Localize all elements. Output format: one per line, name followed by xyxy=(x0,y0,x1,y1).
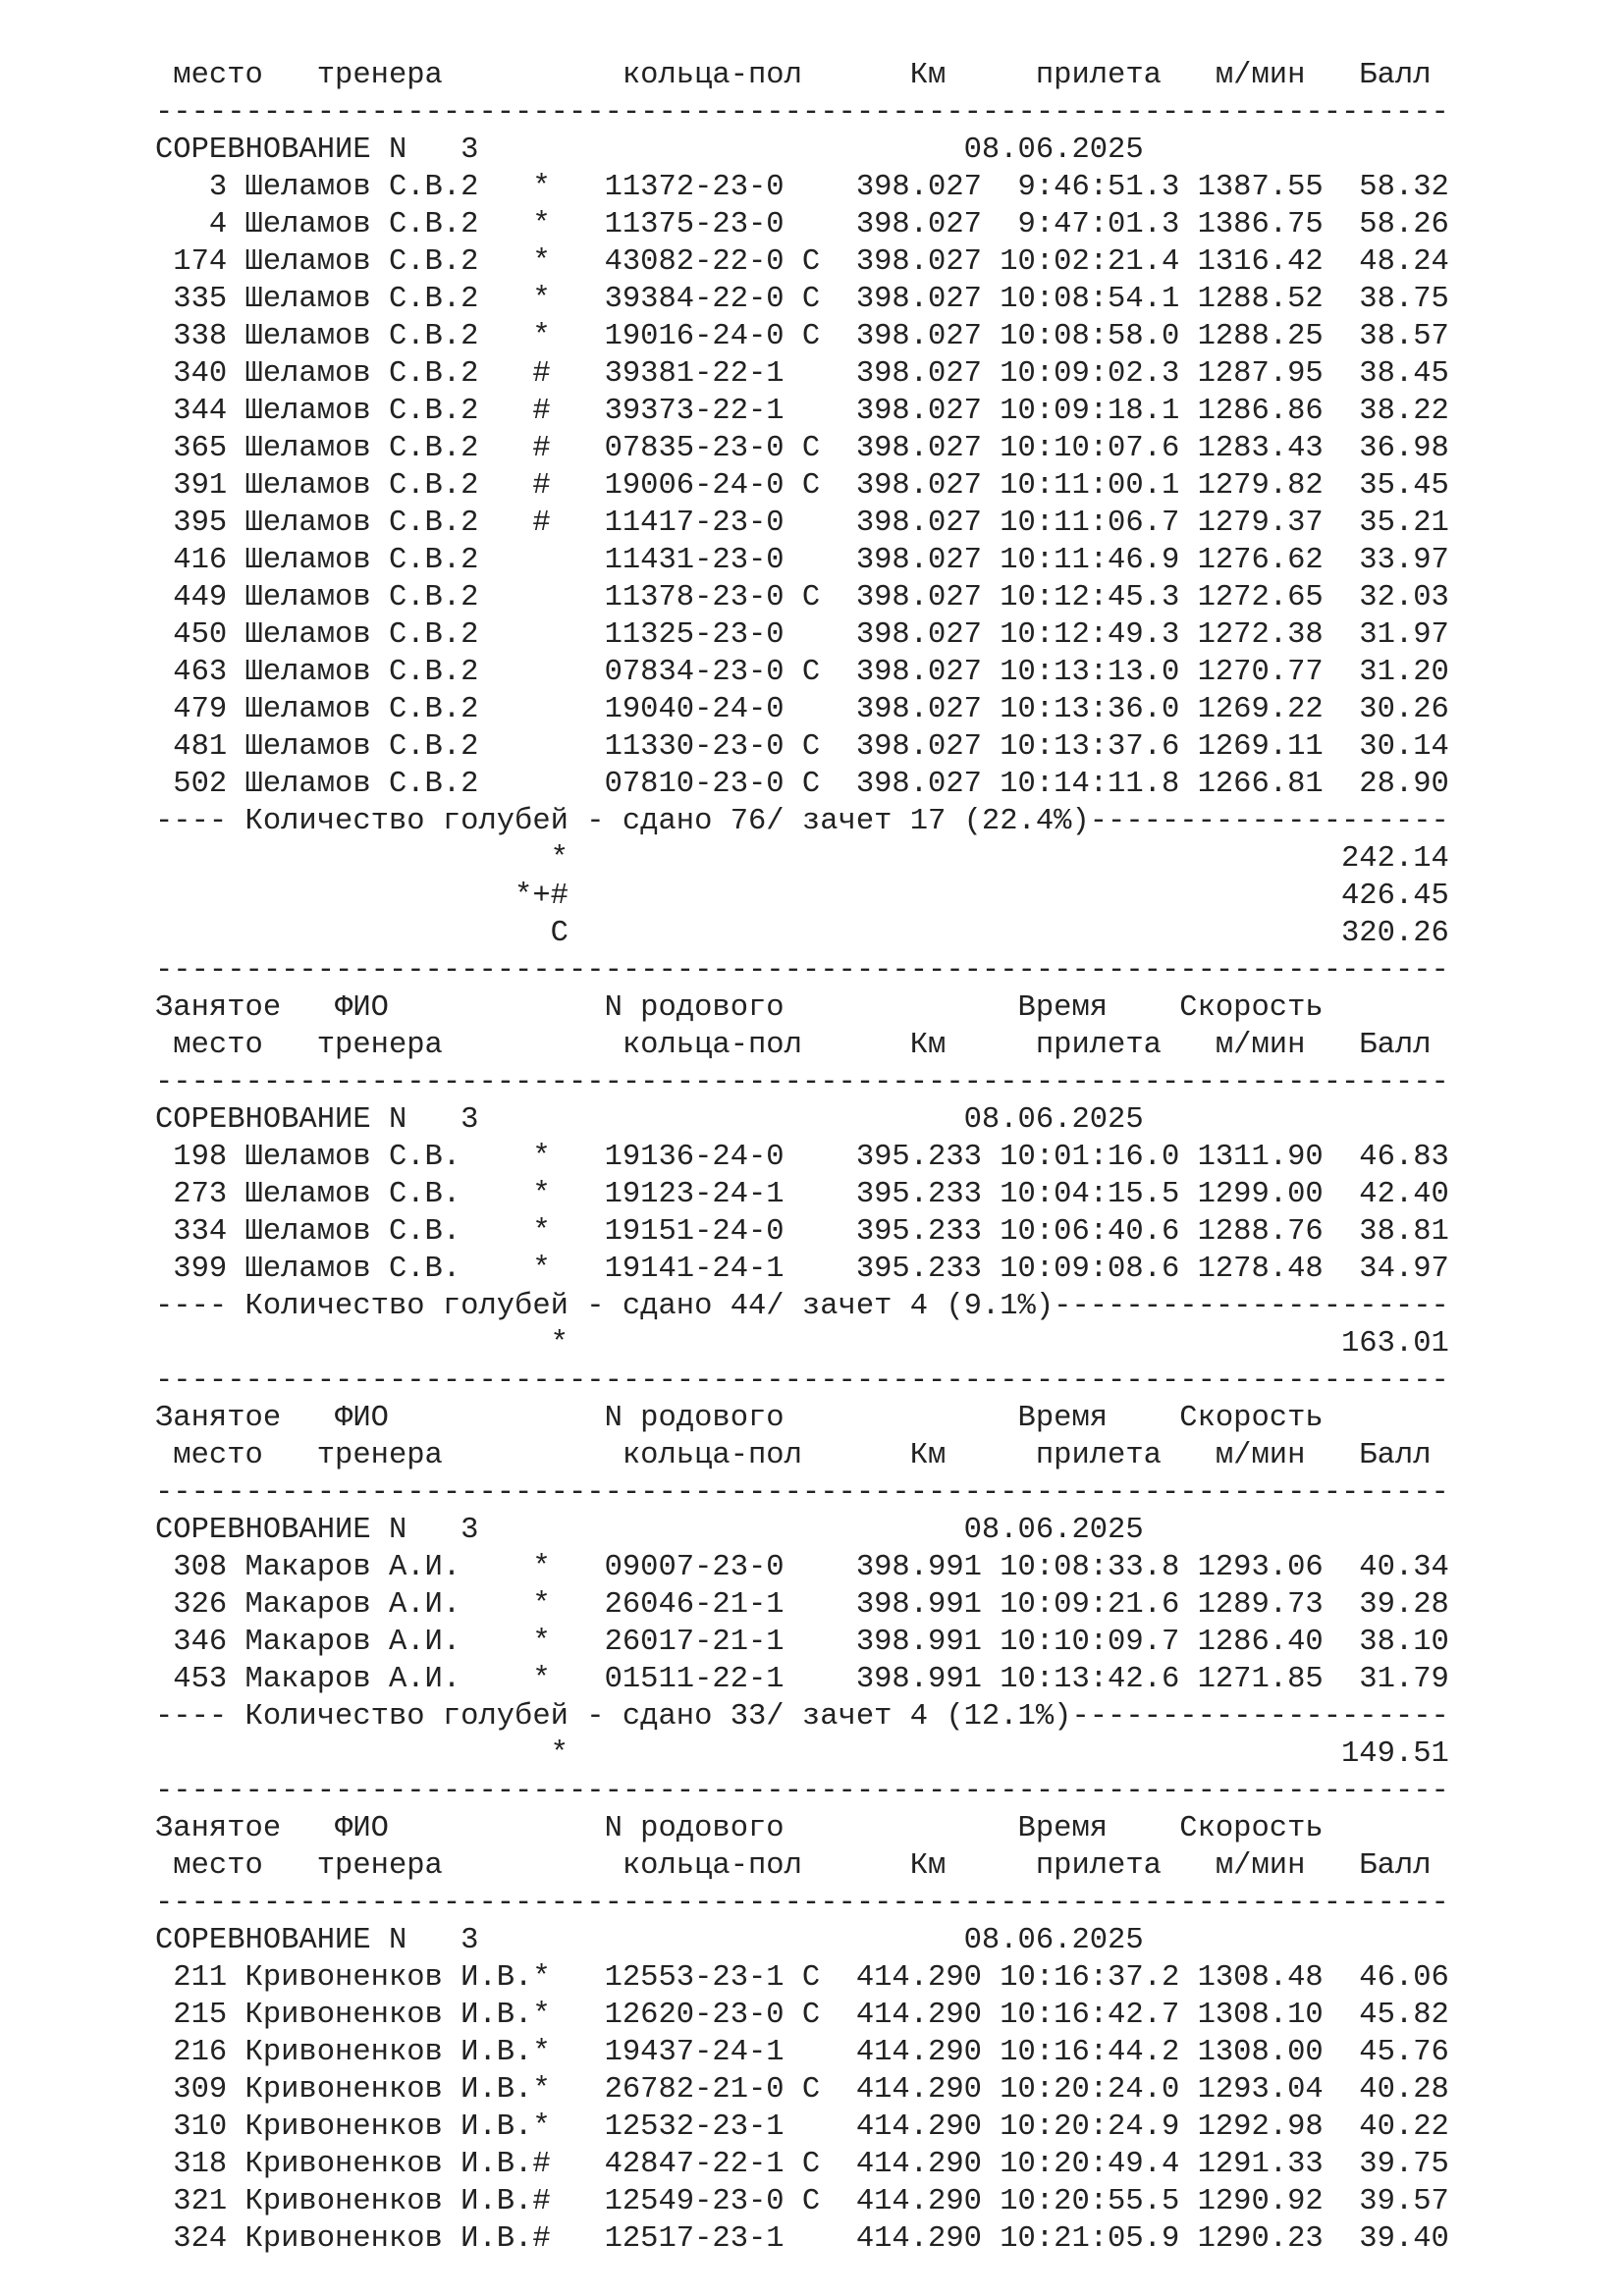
column-header-line: Занятое ФИО N родового Время Скорость xyxy=(155,991,1324,1025)
column-header-line: Занятое ФИО N родового Время Скорость xyxy=(155,1402,1324,1435)
column-header-line: место тренера кольца-пол Км прилета м/мин Балл xyxy=(155,1029,1432,1062)
summary-line: ---- Количество голубей - сдано 76/ зачет 17 (22.4%)-------------------- xyxy=(155,805,1449,838)
total-line: *+# 426.45 xyxy=(155,880,1449,913)
result-row: 479 Шеламов С.В.2 19040-24-0 398.027 10:13:36.0 1269.22 30.26 xyxy=(155,693,1449,726)
result-row: 416 Шеламов С.В.2 11431-23-0 398.027 10:11:46.9 1276.62 33.97 xyxy=(155,544,1449,577)
result-row: 4 Шеламов С.В.2 * 11375-23-0 398.027 9:47:01.3 1386.75 58.26 xyxy=(155,208,1449,241)
separator-line: ------------------------------------------------------------------------ xyxy=(155,1476,1449,1510)
result-row: 365 Шеламов С.В.2 # 07835-23-0 С 398.027 10:10:07.6 1283.43 36.98 xyxy=(155,432,1449,465)
result-row: 481 Шеламов С.В.2 11330-23-0 С 398.027 10:13:37.6 1269.11 30.14 xyxy=(155,730,1449,764)
competition-header-line: СОРЕВНОВАНИЕ N 3 08.06.2025 xyxy=(155,1103,1144,1137)
result-row: 273 Шеламов С.В. * 19123-24-1 395.233 10:04:15.5 1299.00 42.40 xyxy=(155,1178,1449,1211)
result-row: 174 Шеламов С.В.2 * 43082-22-0 С 398.027 10:02:21.4 1316.42 48.24 xyxy=(155,245,1449,279)
competition-header-line: СОРЕВНОВАНИЕ N 3 08.06.2025 xyxy=(155,1924,1144,1957)
result-row: 502 Шеламов С.В.2 07810-23-0 С 398.027 10:14:11.8 1266.81 28.90 xyxy=(155,768,1449,801)
result-row: 211 Кривоненков И.В.* 12553-23-1 С 414.290 10:16:37.2 1308.48 46.06 xyxy=(155,1961,1449,1995)
result-row: 335 Шеламов С.В.2 * 39384-22-0 С 398.027 10:08:54.1 1288.52 38.75 xyxy=(155,283,1449,316)
result-row: 340 Шеламов С.В.2 # 39381-22-1 398.027 10:09:02.3 1287.95 38.45 xyxy=(155,357,1449,391)
summary-line: ---- Количество голубей - сдано 44/ зачет 4 (9.1%)---------------------- xyxy=(155,1290,1449,1323)
result-row: 308 Макаров А.И. * 09007-23-0 398.991 10:08:33.8 1293.06 40.34 xyxy=(155,1551,1449,1584)
summary-line: ---- Количество голубей - сдано 33/ зачет 4 (12.1%)--------------------- xyxy=(155,1700,1449,1734)
result-row: 324 Кривоненков И.В.# 12517-23-1 414.290 10:21:05.9 1290.23 39.40 xyxy=(155,2222,1449,2256)
result-row: 309 Кривоненков И.В.* 26782-21-0 С 414.290 10:20:24.0 1293.04 40.28 xyxy=(155,2073,1449,2107)
result-row: 453 Макаров А.И. * 01511-22-1 398.991 10:13:42.6 1271.85 31.79 xyxy=(155,1663,1449,1696)
result-row: 463 Шеламов С.В.2 07834-23-0 С 398.027 10:13:13.0 1270.77 31.20 xyxy=(155,656,1449,689)
result-row: 449 Шеламов С.В.2 11378-23-0 С 398.027 10:12:45.3 1272.65 32.03 xyxy=(155,581,1449,614)
separator-line: ------------------------------------------------------------------------ xyxy=(155,1775,1449,1808)
column-header-line: место тренера кольца-пол Км прилета м/мин Балл xyxy=(155,1439,1432,1472)
competition-header-line: СОРЕВНОВАНИЕ N 3 08.06.2025 xyxy=(155,1514,1144,1547)
total-line: * 242.14 xyxy=(155,842,1449,876)
result-row: 215 Кривоненков И.В.* 12620-23-0 С 414.290 10:16:42.7 1308.10 45.82 xyxy=(155,1999,1449,2032)
result-row: 344 Шеламов С.В.2 # 39373-22-1 398.027 10:09:18.1 1286.86 38.22 xyxy=(155,395,1449,428)
result-row: 198 Шеламов С.В. * 19136-24-0 395.233 10:01:16.0 1311.90 46.83 xyxy=(155,1141,1449,1174)
separator-line: ------------------------------------------------------------------------ xyxy=(155,1364,1449,1398)
result-row: 450 Шеламов С.В.2 11325-23-0 398.027 10:12:49.3 1272.38 31.97 xyxy=(155,618,1449,652)
total-line: * 163.01 xyxy=(155,1327,1449,1361)
result-row: 3 Шеламов С.В.2 * 11372-23-0 398.027 9:46:51.3 1387.55 58.32 xyxy=(155,171,1449,204)
result-row: 346 Макаров А.И. * 26017-21-1 398.991 10:10:09.7 1286.40 38.10 xyxy=(155,1626,1449,1659)
result-row: 326 Макаров А.И. * 26046-21-1 398.991 10:09:21.6 1289.73 39.28 xyxy=(155,1588,1449,1622)
separator-line: ------------------------------------------------------------------------ xyxy=(155,96,1449,130)
result-row: 318 Кривоненков И.В.# 42847-22-1 С 414.290 10:20:49.4 1291.33 39.75 xyxy=(155,2148,1449,2181)
results-printout xyxy=(155,57,1449,2258)
total-line: С 320.26 xyxy=(155,917,1449,950)
separator-line: ------------------------------------------------------------------------ xyxy=(155,1887,1449,1920)
separator-line: ------------------------------------------------------------------------ xyxy=(155,1066,1449,1099)
competition-header-line: СОРЕВНОВАНИЕ N 3 08.06.2025 xyxy=(155,133,1144,167)
result-row: 321 Кривоненков И.В.# 12549-23-0 С 414.290 10:20:55.5 1290.92 39.57 xyxy=(155,2185,1449,2218)
result-row: 399 Шеламов С.В. * 19141-24-1 395.233 10:09:08.6 1278.48 34.97 xyxy=(155,1253,1449,1286)
result-row: 395 Шеламов С.В.2 # 11417-23-0 398.027 10:11:06.7 1279.37 35.21 xyxy=(155,507,1449,540)
result-row: 216 Кривоненков И.В.* 19437-24-1 414.290 10:16:44.2 1308.00 45.76 xyxy=(155,2036,1449,2069)
column-header-line: место тренера кольца-пол Км прилета м/мин Балл xyxy=(155,1849,1432,1883)
result-row: 334 Шеламов С.В. * 19151-24-0 395.233 10:06:40.6 1288.76 38.81 xyxy=(155,1215,1449,1249)
result-row: 338 Шеламов С.В.2 * 19016-24-0 С 398.027 10:08:58.0 1288.25 38.57 xyxy=(155,320,1449,353)
result-row: 391 Шеламов С.В.2 # 19006-24-0 С 398.027 10:11:00.1 1279.82 35.45 xyxy=(155,469,1449,503)
column-header-line: Занятое ФИО N родового Время Скорость xyxy=(155,1812,1324,1845)
column-header-line: место тренера кольца-пол Км прилета м/мин Балл xyxy=(155,59,1432,92)
separator-line: ------------------------------------------------------------------------ xyxy=(155,954,1449,988)
result-row: 310 Кривоненков И.В.* 12532-23-1 414.290 10:20:24.9 1292.98 40.22 xyxy=(155,2110,1449,2144)
total-line: * 149.51 xyxy=(155,1737,1449,1771)
